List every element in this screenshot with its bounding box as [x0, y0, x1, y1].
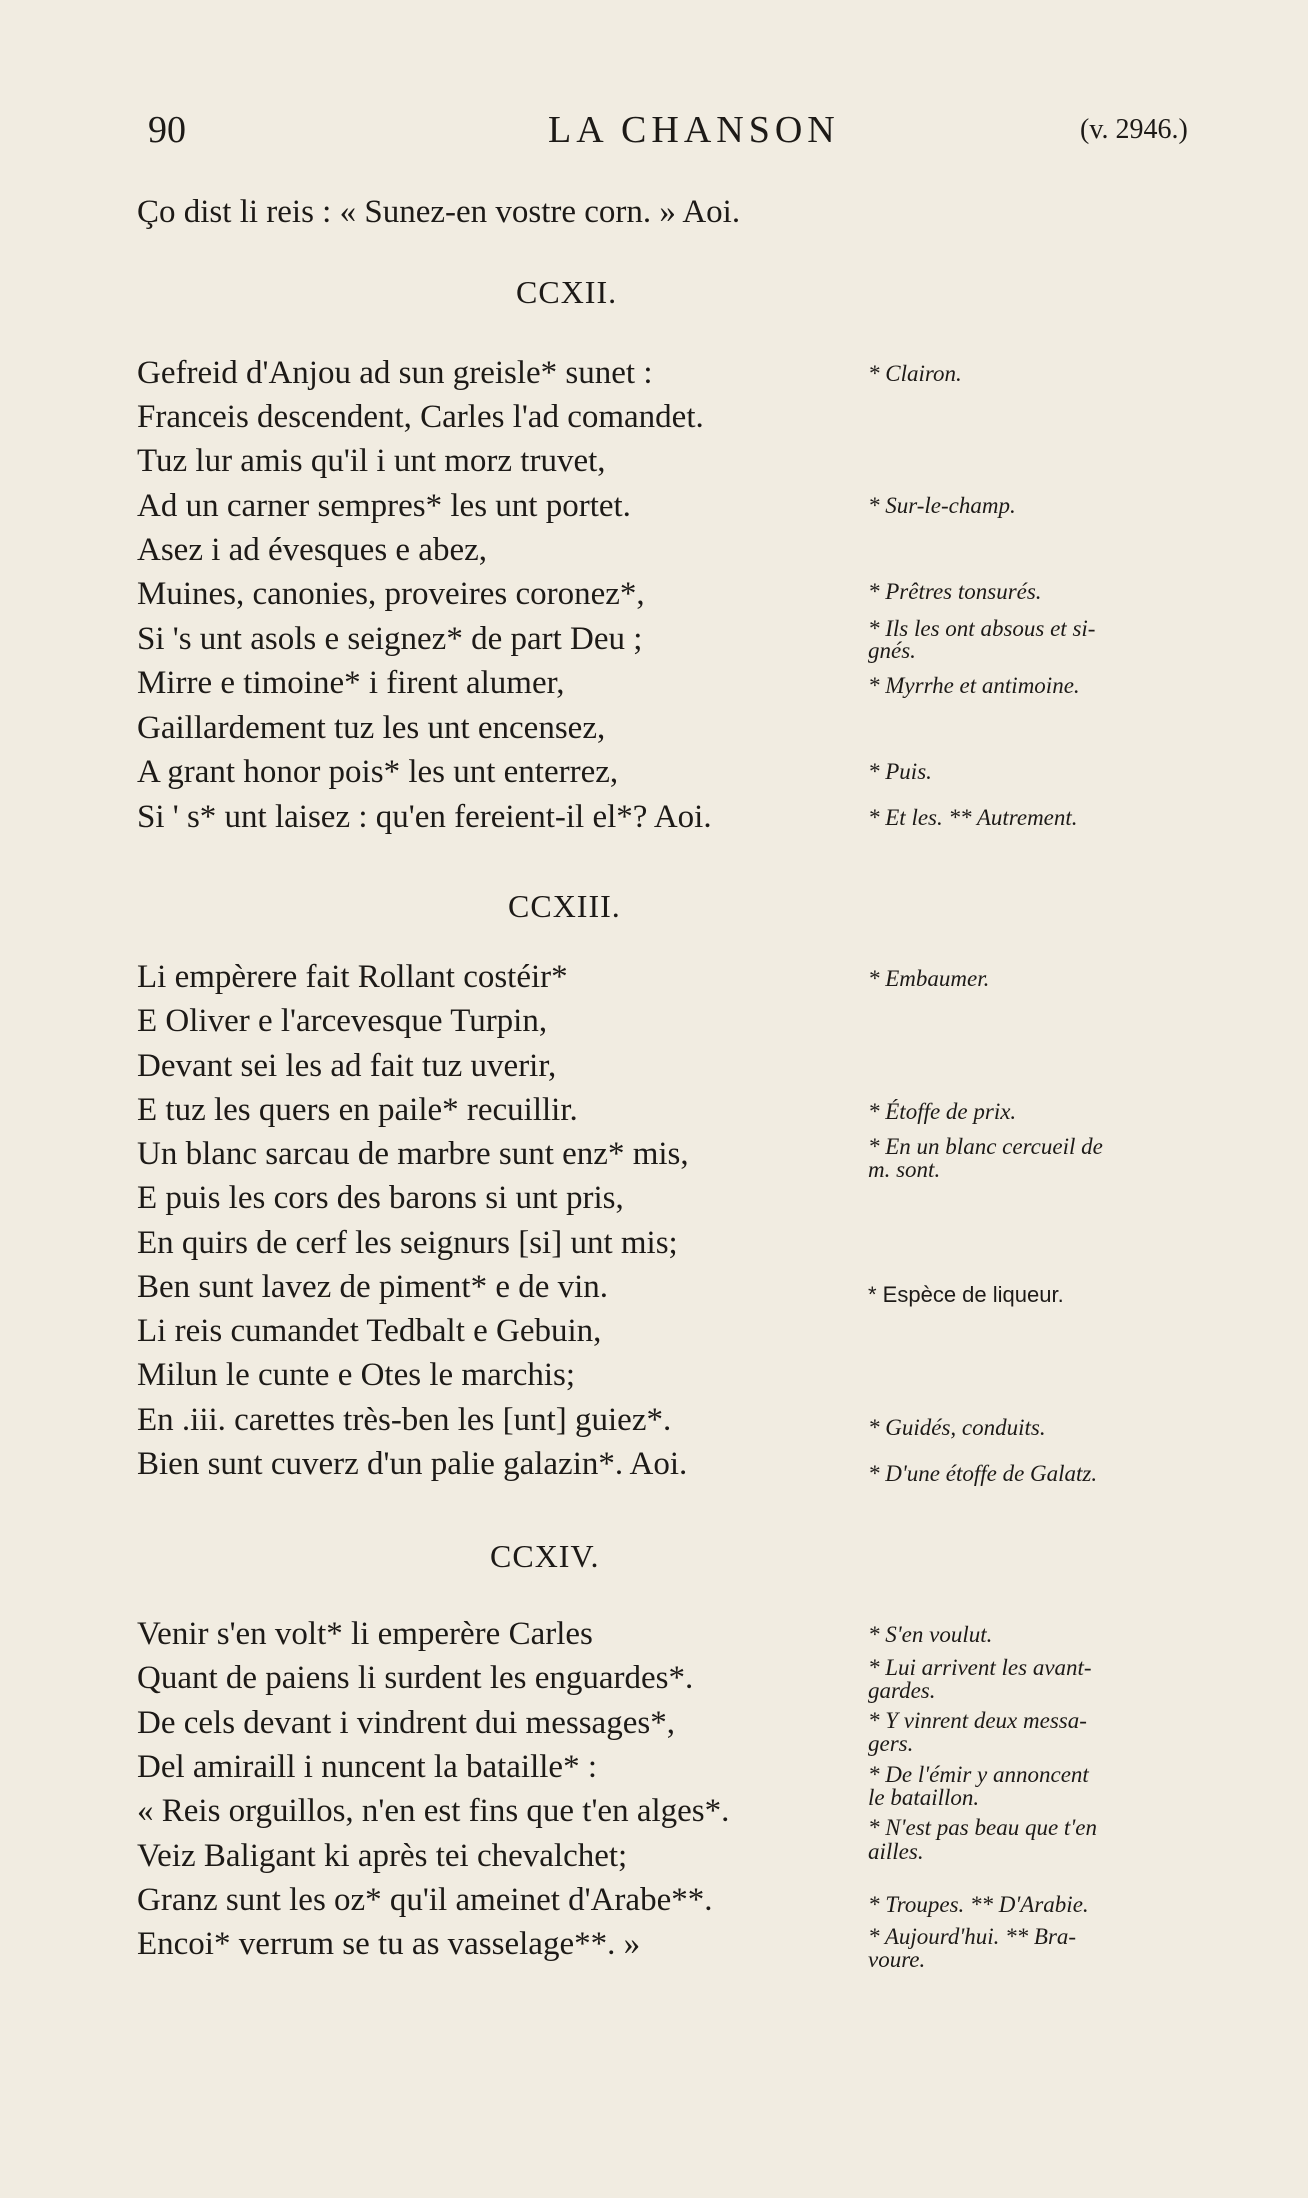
gloss-note: * N'est pas beau que t'en — [868, 1815, 1097, 1840]
section-heading-ccxii: CCXII. — [516, 274, 618, 310]
gloss-note: * Clairon. — [868, 361, 962, 386]
gloss-note: * De l'émir y annoncent — [868, 1762, 1089, 1787]
verse-line: E tuz les quers en paile* recuillir. — [137, 1092, 578, 1128]
gloss-note: * En un blanc cercueil de — [868, 1134, 1103, 1159]
gloss-note: gardes. — [868, 1678, 936, 1703]
verse-line: Encoi* verrum se tu as vasselage**. » — [137, 1926, 641, 1962]
verse-line: Si ' s* unt laisez : qu'en fereient-il el*? Aoi. — [137, 799, 712, 835]
verse-line: Del amiraill i nuncent la bataille* : — [137, 1749, 598, 1785]
gloss-note: * Aujourd'hui. ** Bra- — [868, 1924, 1077, 1949]
verse-line: Tuz lur amis qu'il i unt morz truvet, — [137, 443, 606, 479]
verse-reference: (v. 2946.) — [1080, 114, 1188, 145]
verse-line: Li empèrere fait Rollant costéir* — [137, 959, 568, 995]
gloss-note: m. sont. — [868, 1157, 941, 1182]
verse-line: De cels devant i vindrent dui messages*, — [137, 1705, 675, 1741]
running-title: LA CHANSON — [548, 109, 840, 151]
gloss-note: * Y vinrent deux messa- — [868, 1708, 1087, 1733]
verse-line: A grant honor pois* les unt enterrez, — [137, 754, 619, 790]
section-heading-ccxiii: CCXIII. — [508, 888, 621, 924]
gloss-note: * Lui arrivent les avant- — [868, 1655, 1092, 1680]
verse-line: Granz sunt les oz* qu'il ameinet d'Arabe**. — [137, 1882, 713, 1918]
verse-line: En quirs de cerf les seignurs [si] unt mis; — [137, 1225, 678, 1261]
gloss-note: * Guidés, conduits. — [868, 1415, 1046, 1440]
gloss-note: * Embaumer. — [868, 966, 990, 991]
verse-line: Si 's unt asols e seignez* de part Deu ; — [137, 621, 643, 657]
gloss-note: * S'en voulut. — [868, 1622, 993, 1647]
verse-line: Asez i ad évesques e abez, — [137, 532, 487, 568]
verse-line: Li reis cumandet Tedbalt e Gebuin, — [137, 1313, 602, 1349]
verse-line: Quant de paiens li surdent les enguardes*. — [137, 1660, 694, 1696]
gloss-note: * Troupes. ** D'Arabie. — [868, 1892, 1089, 1917]
gloss-note: gers. — [868, 1731, 914, 1756]
verse-line: Venir s'en volt* li emperère Carles — [137, 1616, 593, 1652]
gloss-note: ailles. — [868, 1839, 924, 1864]
verse-line: Milun le cunte e Otes le marchis; — [137, 1357, 576, 1393]
verse-line: Un blanc sarcau de marbre sunt enz* mis, — [137, 1136, 689, 1172]
page-number: 90 — [148, 109, 186, 151]
gloss-note: * Puis. — [868, 759, 932, 784]
verse-line: Gefreid d'Anjou ad sun greisle* sunet : — [137, 355, 653, 391]
section-heading-ccxiv: CCXIV. — [490, 1538, 600, 1574]
verse-line: E Oliver e l'arcevesque Turpin, — [137, 1003, 548, 1039]
verse-line: « Reis orguillos, n'en est fins que t'en alges*. — [137, 1793, 730, 1829]
gloss-note: gnés. — [868, 638, 916, 663]
gloss-note: * Espèce de liqueur. — [868, 1282, 1064, 1307]
verse-line: E puis les cors des barons si unt pris, — [137, 1180, 624, 1216]
verse-line: En .iii. carettes très-ben les [unt] guiez*. — [137, 1402, 672, 1438]
verse-line: Franceis descendent, Carles l'ad comandet. — [137, 399, 704, 435]
verse-line: Veiz Baligant ki après tei chevalchet; — [137, 1838, 628, 1874]
gloss-note: le bataillon. — [868, 1785, 980, 1810]
gloss-note: * D'une étoffe de Galatz. — [868, 1461, 1098, 1486]
carryover-line: Ço dist li reis : « Sunez-en vostre corn. » Aoi. — [137, 194, 741, 230]
verse-line: Muines, canonies, proveires coronez*, — [137, 576, 645, 612]
verse-line: Ben sunt lavez de piment* e de vin. — [137, 1269, 609, 1305]
verse-line: Ad un carner sempres* les unt portet. — [137, 488, 631, 524]
gloss-note: * Myrrhe et antimoine. — [868, 673, 1080, 698]
gloss-note: * Et les. ** Autrement. — [868, 805, 1078, 830]
gloss-note: * Sur-le-champ. — [868, 493, 1016, 518]
gloss-note: * Prêtres tonsurés. — [868, 579, 1042, 604]
verse-line: Devant sei les ad fait tuz uverir, — [137, 1048, 557, 1084]
gloss-note: * Ils les ont absous et si- — [868, 616, 1096, 641]
gloss-note: voure. — [868, 1947, 926, 1972]
gloss-note: * Étoffe de prix. — [868, 1099, 1017, 1124]
verse-line: Gaillardement tuz les unt encensez, — [137, 710, 606, 746]
verse-line: Mirre e timoine* i firent alumer, — [137, 665, 565, 701]
verse-line: Bien sunt cuverz d'un palie galazin*. Aoi. — [137, 1446, 688, 1482]
